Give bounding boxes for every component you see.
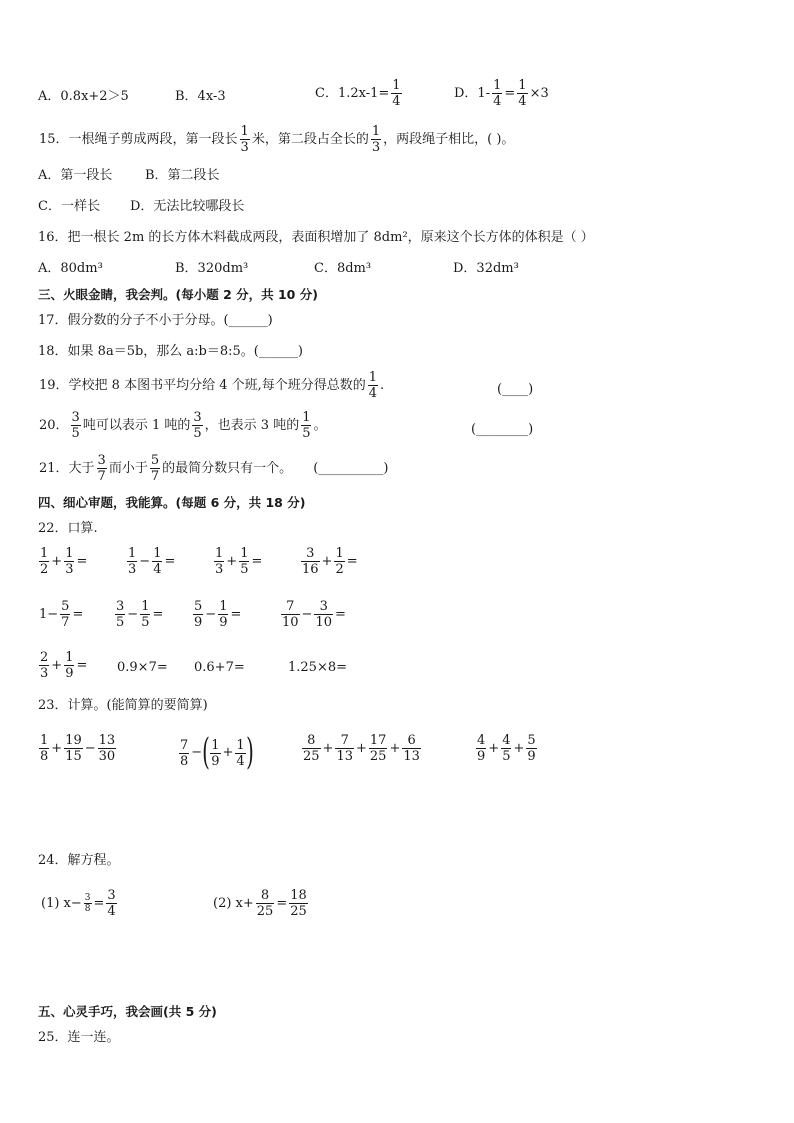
q14-option-b: B．4x-3 xyxy=(175,89,226,104)
q20-answer-blank[interactable]: (________) xyxy=(471,422,534,437)
question-17: 17．假分数的分子不小于分母。(______) xyxy=(38,313,273,328)
section-4-heading: 四、细心审题，我能算。(每题 6 分，共 18 分) xyxy=(38,495,306,510)
section-5-heading: 五、心灵手巧，我会画(共 5 分) xyxy=(38,1004,217,1019)
mental-calc-8: $\frac{7}{10}$ − $\frac{3}{10}$ = xyxy=(282,599,346,630)
question-16: 16．把一根长 2m 的长方体木料截成两段，表面积增加了 8dm²，原来这个长方体的体积是（ ） xyxy=(38,230,594,245)
question-25: 25．连一连。 xyxy=(38,1030,120,1045)
question-19: 19．学校把 8 本图书平均分给 4 个班,每个班分得总数的 $\frac{1}{4}$ . xyxy=(39,370,385,401)
mental-calc-3: $\frac{1}{3}$ + $\frac{1}{5}$ = xyxy=(215,546,263,577)
q16-option-c: C．8dm³ xyxy=(314,261,372,276)
question-21: 21．大于 $\frac{3}{7}$ 而小于 $\frac{5}{7}$ 的最简分数只有一个。 (__________) xyxy=(39,453,389,484)
question-23: 23．计算。(能简算的要简算) xyxy=(38,698,208,713)
mental-calc-2: $\frac{1}{3}$ − $\frac{1}{4}$ = xyxy=(128,546,176,577)
q15-option-c: C．一样长 xyxy=(38,199,100,214)
mental-calc-4: $\frac{3}{16}$ + $\frac{1}{2}$ = xyxy=(302,546,358,577)
question-15: 15．一根绳子剪成两段，第一段长 $\frac{1}{3}$ 米，第二段占全长的 $\frac{1}{3}$ ，两段绳子相比，( )。 xyxy=(39,124,515,155)
question-22: 22．口算. xyxy=(38,521,98,536)
mental-calc-10: 0.9×7= xyxy=(117,660,168,675)
equation-1: (1) x− $\frac{3}{8}$ = $\frac{3}{4}$ xyxy=(41,888,116,919)
q15-option-b: B．第二段长 xyxy=(145,168,220,183)
q15-option-a: A．第一段长 xyxy=(38,168,113,183)
calc-expression-3: $\frac{8}{25}$ + $\frac{7}{13}$ + $\frac{17}{25}$ + $\frac{6}{13}$ xyxy=(303,733,420,764)
equation-2: (2) x+ $\frac{8}{25}$ = $\frac{18}{25}$ xyxy=(213,888,307,919)
mental-calc-9: $\frac{2}{3}$ + $\frac{1}{9}$ = xyxy=(40,650,88,681)
calc-expression-2: $\frac{7}{8}$ −( $\frac{1}{9}$ + $\frac{1}{4}$ ) xyxy=(180,732,254,773)
q14-option-a: A．0.8x+2＞5 xyxy=(38,89,129,104)
q16-option-a: A．80dm³ xyxy=(38,261,103,276)
question-20: 20． $\frac{3}{5}$ 吨可以表示 1 吨的 $\frac{3}{5}$ ，也表示 3 吨的 $\frac{1}{5}$ 。 xyxy=(39,410,327,441)
q16-option-b: B．320dm³ xyxy=(175,261,249,276)
q21-answer-blank[interactable]: (__________) xyxy=(313,460,389,476)
q14-option-d: D．1- $\frac{1}{4}$ = $\frac{1}{4}$ ×3 xyxy=(454,78,549,109)
q15-option-d: D．无法比较哪段长 xyxy=(130,199,245,214)
question-24: 24．解方程。 xyxy=(38,853,120,868)
q14-option-c: C．1.2x-1= $\frac{1}{4}$ xyxy=(315,78,401,109)
q16-option-d: D．32dm³ xyxy=(453,261,519,276)
calc-expression-4: $\frac{4}{9}$ + $\frac{4}{5}$ + $\frac{5}{9}$ xyxy=(477,733,536,764)
mental-calc-7: $\frac{5}{9}$ − $\frac{1}{9}$ = xyxy=(194,599,242,630)
mental-calc-11: 0.6+7= xyxy=(194,660,245,675)
section-3-heading: 三、火眼金睛，我会判。(每小题 2 分，共 10 分) xyxy=(38,287,318,302)
mental-calc-1: $\frac{1}{2}$ + $\frac{1}{3}$ = xyxy=(40,546,88,577)
mental-calc-5: 1− $\frac{5}{7}$ = xyxy=(39,599,84,630)
q19-answer-blank[interactable]: (____) xyxy=(497,382,534,397)
mental-calc-12: 1.25×8= xyxy=(288,660,348,675)
mental-calc-6: $\frac{3}{5}$ − $\frac{1}{5}$ = xyxy=(116,599,164,630)
question-18: 18．如果 8a＝5b，那么 a:b＝8:5。(______) xyxy=(38,344,303,359)
calc-expression-1: $\frac{1}{8}$ + $\frac{19}{15}$ − $\frac{13}{30}$ xyxy=(40,733,116,764)
